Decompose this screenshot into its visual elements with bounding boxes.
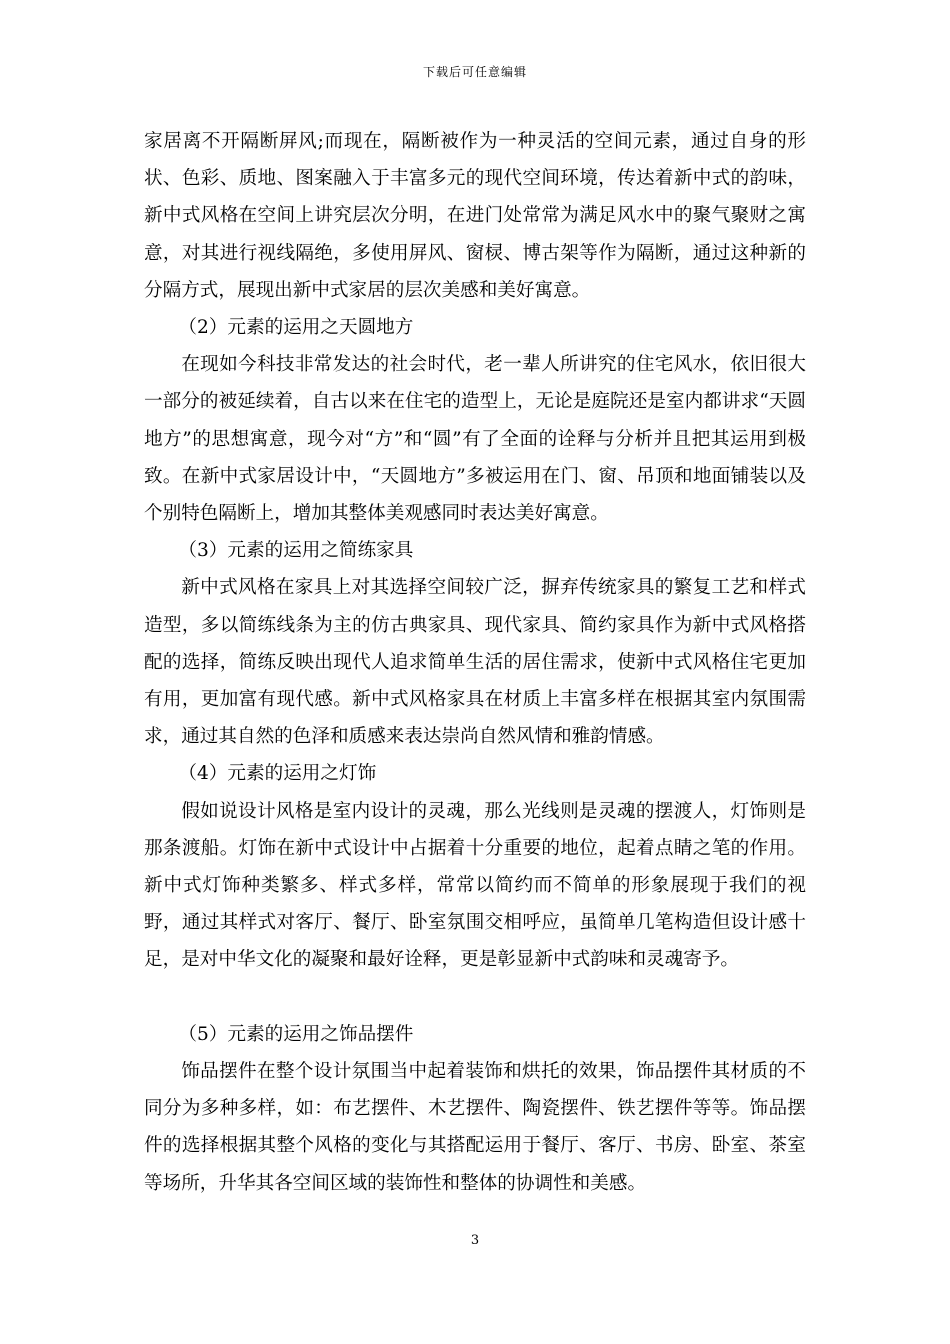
section-heading-lighting: （4）元素的运用之灯饰 [178, 763, 377, 785]
section-heading-simple-furniture: （3）元素的运用之简练家具 [178, 540, 414, 562]
paragraph-partition-screens: 家居离不开隔断屏风;而现在，隔断被作为一种灵活的空间元素，通过自身的形状、色彩、质地、图案融入于丰富多元的现代空间环境，传达着新中式的韵味，新中式风格在空间上讲究层次分明，在进门处常常为满足风水中的聚气聚财之寓意，对其进行视线隔绝，多使用屏风、窗棂、博古架等作为隔断，通过这种新的分隔方式，展现出新中式家居的层次美感和美好寓意。 [144, 131, 806, 301]
paragraph-lighting: 假如说设计风格是室内设计的灵魂，那么光线则是灵魂的摆渡人，灯饰则是那条渡船。灯饰在新中式设计中占据着十分重要的地位，起着点睛之笔的作用。新中式灯饰种类繁多、样式多样，常常以简约而不简单的形象展现于我们的视野，通过其样式对客厅、餐厅、卧室氛围交相呼应，虽简单几笔构造但设计感十足，是对中华文化的凝聚和最好诠释，更是彰显新中式韵味和灵魂寄予。 [144, 800, 806, 971]
page-header: 下载后可任意编辑 [422, 65, 527, 79]
paragraph-round-sky-square-earth: 在现如今科技非常发达的社会时代，老一辈人所讲究的住宅风水，依旧很大一部分的被延续着，自古以来在住宅的造型上，无论是庭院还是室内都讲求“天圆地方”的思想寓意，现今对“方”和“圆”有了全面的诠释与分析并且把其运用到极致。在新中式家居设计中，“天圆地方”多被运用在门、窗、吊顶和地面铺装以及个别特色隔断上，增加其整体美观感同时表达美好寓意。 [144, 354, 806, 525]
paragraph-simple-furniture: 新中式风格在家具上对其选择空间较广泛，摒弃传统家具的繁复工艺和样式造型，多以简练线条为主的仿古典家具、现代家具、简约家具作为新中式风格搭配的选择，简练反映出现代人追求简单生活的居住需求，使新中式风格住宅更加有用，更加富有现代感。新中式风格家具在材质上丰富多样在根据其室内氛围需求，通过其自然的色泽和质感来表达崇尚自然风情和雅韵情感。 [144, 577, 806, 748]
page-number: 3 [470, 1233, 480, 1248]
section-heading-ornaments: （5）元素的运用之饰品摆件 [178, 1023, 414, 1045]
section-heading-round-sky-square-earth: （2）元素的运用之天圆地方 [178, 317, 414, 339]
document-body [144, 123, 806, 1202]
paragraph-ornaments: 饰品摆件在整个设计氛围当中起着装饰和烘托的效果，饰品摆件其材质的不同分为多种多样，如：布艺摆件、木艺摆件、陶瓷摆件、铁艺摆件等等。饰品摆件的选择根据其整个风格的变化与其搭配运用于餐厅、客厅、书房、卧室、茶室等场所，升华其各空间区域的装饰性和整体的协调性和美感。 [144, 1061, 806, 1194]
